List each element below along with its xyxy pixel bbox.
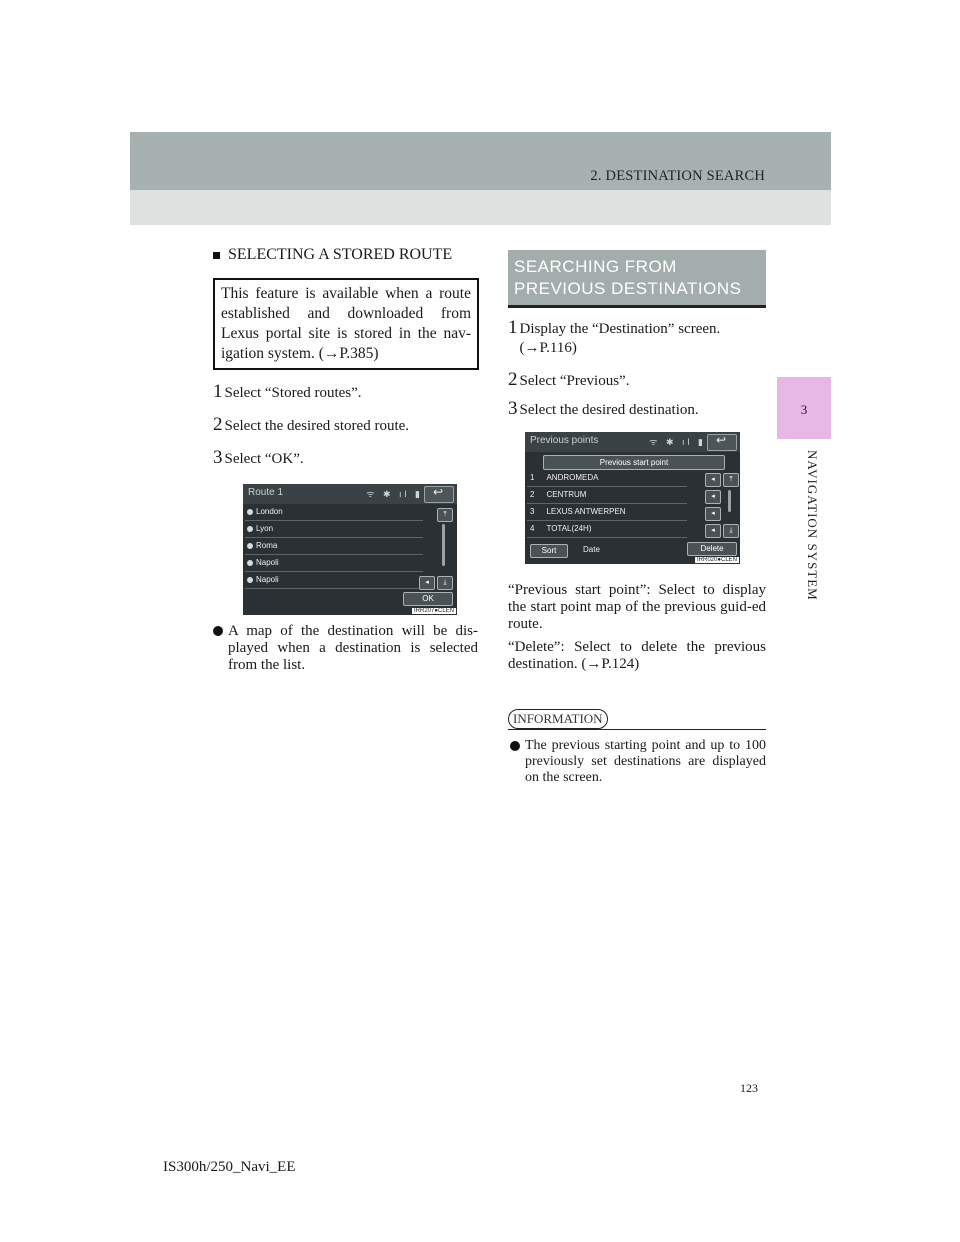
left-column (213, 246, 478, 674)
sort-button[interactable]: Sort (530, 544, 568, 558)
route-row[interactable]: London (245, 504, 423, 521)
step-1: 1 Display the “Destination” screen. (→P.116) (508, 317, 721, 356)
back-button[interactable] (707, 434, 737, 451)
square-bullet-icon (213, 252, 220, 259)
route-row[interactable]: Lyon (245, 521, 423, 538)
step-2: 2 Select the desired stored route. (213, 414, 410, 435)
page-up-button[interactable]: ◂ (419, 576, 435, 590)
chapter-label: NAVIGATION SYSTEM (805, 450, 820, 601)
back-button[interactable] (424, 486, 454, 503)
waypoint-icon (247, 543, 253, 549)
route-row[interactable]: Napoli (245, 555, 423, 572)
route-screen (243, 484, 457, 615)
destination-row[interactable]: 4 TOTAL(24H) (527, 521, 687, 538)
scroll-bottom-button[interactable]: ⤓ (437, 576, 453, 590)
information-bullet: The previous starting point and up to 100 previously set destinations are displayed on the screen. (508, 738, 766, 786)
stored-route-heading: SELECTING A STORED ROUTE (213, 246, 478, 264)
route-row[interactable]: Roma (245, 538, 423, 555)
right-column (508, 250, 766, 786)
destination-row[interactable]: 1 ANDROMEDA (527, 470, 687, 487)
delete-row-button[interactable]: ◂ (705, 473, 721, 487)
step-2: 2 Select “Previous”. (508, 369, 630, 390)
start-point-description: “Previous start point”: Select to display the start point map of the previous guid-ed route. (508, 582, 766, 632)
waypoint-icon (247, 560, 253, 566)
step-1: 1 Select “Stored routes”. (213, 381, 362, 402)
status-icons: ᯤ ✱ ıl ▮ (649, 437, 706, 447)
image-code: IRR020●CLEN (697, 557, 737, 563)
scroll-top-button[interactable]: ⤒ (437, 508, 453, 522)
document-footer: IS300h/250_Navi_EE (163, 1159, 296, 1175)
delete-button[interactable]: Delete (687, 542, 737, 556)
previous-points-screen (525, 432, 740, 564)
delete-row-button[interactable]: ◂ (705, 490, 721, 504)
delete-row-button[interactable]: ◂ (705, 524, 721, 538)
screen-title: Previous points (530, 435, 599, 446)
information-label: INFORMATION (508, 709, 608, 729)
waypoint-icon (247, 526, 253, 532)
step-3: 3 Select the desired destination. (508, 398, 699, 419)
ok-button[interactable]: OK (403, 592, 453, 606)
note-box: This feature is available when a route established and downloaded from Lexus portal site is stored in the nav-igation system. (→P.385) (213, 278, 479, 370)
delete-description: “Delete”: Select to delete the previous destination. (→P.124) (508, 639, 766, 672)
waypoint-icon (247, 577, 253, 583)
status-icons: ᯤ ✱ ıl ▮ (366, 489, 423, 499)
step-3: 3 Select “OK”. (213, 447, 304, 468)
destination-row[interactable]: 2 CENTRUM (527, 487, 687, 504)
previous-start-point-button[interactable]: Previous start point (543, 455, 725, 470)
information-rule (508, 729, 766, 730)
left-bullet: A map of the destination will be dis-played when a destination is selected from the list. (213, 623, 478, 674)
scrollbar[interactable] (442, 524, 445, 566)
delete-row-button[interactable]: ◂ (705, 507, 721, 521)
image-code: IRR207●CLEN (414, 608, 454, 614)
scroll-top-button[interactable]: ⤒ (723, 473, 739, 487)
sort-mode-label: Date (583, 545, 600, 554)
scroll-bottom-button[interactable]: ⤓ (723, 524, 739, 538)
page-number: 123 (740, 1081, 758, 1095)
header-subband (130, 190, 831, 225)
screen-title: Route 1 (248, 487, 284, 498)
waypoint-icon (247, 509, 253, 515)
chapter-number: 3 (800, 402, 808, 417)
bullet-icon (213, 626, 223, 636)
scrollbar[interactable] (728, 490, 731, 512)
section-title: 2. DESTINATION SEARCH (590, 168, 765, 184)
route-row[interactable]: Napoli (245, 572, 423, 589)
destination-row[interactable]: 3 LEXUS ANTWERPEN (527, 504, 687, 521)
bullet-icon (510, 741, 520, 751)
section-banner: SEARCHING FROM PREVIOUS DESTINATIONS (508, 250, 766, 308)
